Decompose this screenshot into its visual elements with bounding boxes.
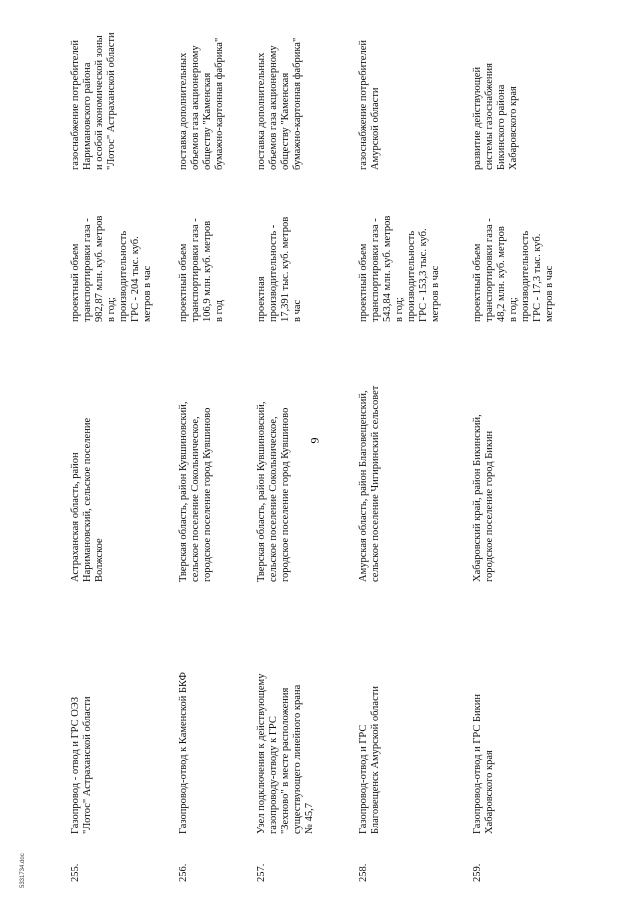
object-parameters: проектный объем транспортировки газа - 982,87 млн. куб. метров в год; производительность ГРС - 204 тыс. куб. метров в час	[70, 215, 153, 322]
object-purpose: поставка дополнительных объемов газа акционерному обществу "Каменская бумажно-картонная фабрика"	[256, 37, 303, 170]
object-purpose: газоснабжение потребителей Наримановского района и особой экономической зоны "Лотос" Астраханской области	[70, 32, 117, 170]
object-location: Астраханская область, район Наримановский, сельское поселение Волжское	[70, 417, 105, 582]
object-name: Узел подключения к действующему газопроводу-отводу к ГРС "Зехново" в месте расположения существующего линейного крана № 45,7	[256, 673, 315, 834]
object-location: Амурская область, район Благовещенский, сельское поселение Чигиринский сельсовет	[358, 385, 381, 582]
object-purpose: газоснабжение потребителей Амурской области	[358, 40, 381, 170]
object-name: Газопровод-отвод и ГРС Бикин Хабаровского края	[472, 694, 495, 834]
document-code: 5331734.doc	[20, 853, 26, 888]
object-name: Газопровод-отвод к Каменской БКФ	[178, 672, 189, 834]
row-number: 256.	[178, 863, 189, 882]
page-number: 9	[307, 437, 322, 444]
object-purpose: развитие действующей системы газоснабжения Бикинского района Хабаровского края	[472, 63, 519, 170]
object-location: Тверская область, район Кувшиновский, сельское поселение Сокольническое, городское поселение город Кувшиново	[256, 401, 291, 582]
object-purpose: поставка дополнительных объемов газа акционерному обществу "Каменская бумажно-картонная фабрика"	[178, 37, 225, 170]
object-parameters: проектный объем транспортировки газа - 106,9 млн. куб. метров в год	[178, 218, 225, 322]
object-parameters: проектная производительность - 17,391 тыс. куб. метров в час	[256, 216, 303, 322]
row-number: 255.	[70, 863, 81, 882]
object-parameters: проектный объем транспортировки газа - 48,2 млн. куб. метров в год; производительность ГРС - 17,3 тыс. куб. метров в час	[472, 218, 555, 322]
object-name: Газопровод - отвод и ГРС ОЭЗ "Лотос" Астраханской области	[70, 696, 93, 834]
object-location: Тверская область, район Кувшиновский, сельское поселение Сокольническое, городское поселение город Кувшиново	[178, 401, 213, 582]
object-location: Хабаровский край, район Бикинский, городское поселение город Бикин	[472, 414, 495, 582]
row-number: 258.	[358, 863, 369, 882]
row-number: 259.	[472, 863, 483, 882]
object-name: Газопровод-отвод и ГРС Благовещенск Амурской области	[358, 686, 381, 834]
row-number: 257.	[256, 863, 267, 882]
rotated-table	[60, 32, 580, 882]
object-parameters: проектный объем транспортировки газа - 543,84 млн. куб. метров в год; производительность ГРС - 153,3 тыс. куб. метров в час	[358, 215, 441, 322]
